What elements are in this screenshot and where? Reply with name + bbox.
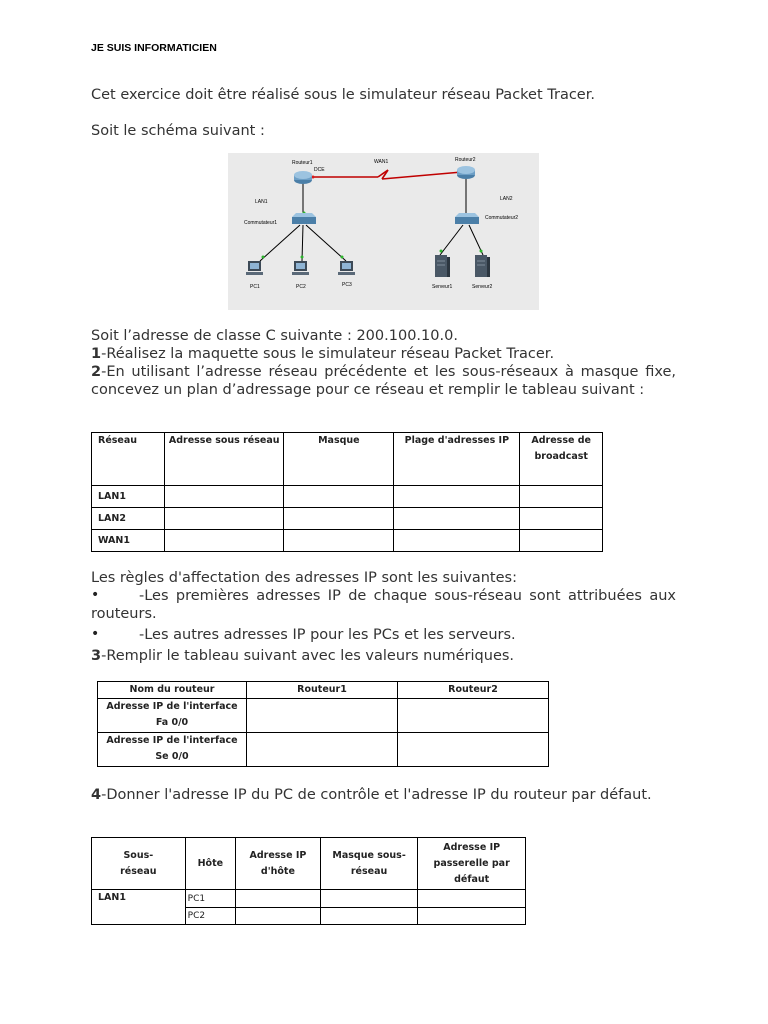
host-cell: PC1 [185, 890, 235, 908]
question-2-text: -En utilisant l’adresse réseau précédente et les sous-réseaux à masque fixe, concevez un plan d’adressage pour ce réseau et remplir le tableau suivant : [91, 364, 676, 398]
switch2-label: Commutateur2 [485, 215, 519, 221]
router2-label: Routeur2 [455, 157, 476, 163]
wan-label: WAN1 [374, 159, 389, 165]
lan2-label: LAN2 [500, 196, 513, 202]
cell-empty[interactable] [520, 508, 603, 530]
th-routeur2: Routeur2 [398, 682, 549, 699]
rule-1: -Les premières adresses IP de chaque sous-réseau sont attribuées aux routeurs. [91, 588, 676, 622]
addressing-table [91, 432, 603, 552]
cell-empty[interactable] [320, 908, 418, 925]
cell-empty[interactable] [398, 699, 549, 733]
table-row [98, 699, 549, 733]
cell-empty[interactable] [164, 508, 284, 530]
cell-empty[interactable] [164, 530, 284, 552]
th-nom-routeur: Nom du routeur [98, 682, 247, 699]
cell-empty[interactable] [394, 486, 520, 508]
cell-empty[interactable] [284, 530, 394, 552]
pc2-icon [292, 261, 309, 275]
question-4-text: -Donner l'adresse IP du PC de contrôle et l'adresse IP du routeur par défaut. [101, 787, 652, 803]
th-masque: Masque [284, 433, 394, 486]
question-4 [91, 786, 676, 804]
server1-label: Serveur1 [432, 284, 453, 290]
page-header: JE SUIS INFORMATICIEN [91, 42, 217, 54]
question-1-text: -Réalisez la maquette sous le simulateur réseau Packet Tracer. [101, 346, 555, 362]
pc2-label: PC2 [296, 284, 306, 290]
table-row [98, 733, 549, 767]
question-2 [91, 363, 676, 399]
question-3-text: -Remplir le tableau suivant avec les valeurs numériques. [101, 648, 515, 664]
row-label: LAN2 [92, 508, 165, 530]
router2-icon [457, 166, 475, 179]
th-adresse-ip-hote: Adresse IP d'hôte [236, 838, 321, 890]
router1-label: Routeur1 [292, 160, 313, 166]
question-3 [91, 647, 514, 665]
table-row [92, 486, 603, 508]
dce-label: DCE [314, 167, 325, 173]
switch1-label: Commutateur1 [244, 220, 278, 226]
cell-empty[interactable] [164, 486, 284, 508]
network-diagram [228, 153, 539, 310]
pc3-label: PC3 [342, 282, 352, 288]
pc3-icon [338, 261, 355, 275]
pc1-icon [246, 261, 263, 275]
row-label: WAN1 [92, 530, 165, 552]
cell-empty[interactable] [247, 699, 398, 733]
th-adresse-sous-reseau: Adresse sous réseau [164, 433, 284, 486]
th-sous-reseau: Sous-réseau [92, 838, 186, 890]
rules-intro: Les règles d'affectation des adresses IP sont les suivantes: [91, 570, 517, 586]
schema-intro: Soit le schéma suivant : [91, 123, 265, 139]
cell-empty[interactable] [247, 733, 398, 767]
cell-empty[interactable] [236, 890, 321, 908]
cell-empty[interactable] [284, 508, 394, 530]
host-table [91, 837, 526, 925]
question-2-number: 2 [91, 364, 102, 380]
bullet-icon: • [91, 587, 100, 603]
th-broadcast: Adresse de broadcast [520, 433, 603, 486]
cell-empty[interactable] [520, 486, 603, 508]
table-row [92, 508, 603, 530]
cell-empty[interactable] [418, 890, 526, 908]
question-1-number: 1 [91, 346, 102, 362]
th-routeur1: Routeur1 [247, 682, 398, 699]
lan1-label: LAN1 [255, 199, 268, 205]
question-4-number: 4 [91, 787, 102, 803]
router1-icon [294, 171, 312, 184]
row-label: Adresse IP de l'interface Fa 0/0 [98, 699, 247, 733]
th-reseau: Réseau [92, 433, 165, 486]
cell-empty[interactable] [320, 890, 418, 908]
switch1-icon [292, 213, 316, 224]
th-masque-sous-reseau: Masque sous-réseau [320, 838, 418, 890]
table-row [92, 890, 526, 908]
rule-2: -Les autres adresses IP pour les PCs et les serveurs. [139, 627, 516, 643]
pc1-label: PC1 [250, 284, 260, 290]
row-label: LAN1 [92, 890, 186, 925]
host-cell: PC2 [185, 908, 235, 925]
bullet-icon: • [91, 626, 100, 642]
address-line: Soit l’adresse de classe C suivante : 200.100.10.0. [91, 328, 458, 344]
table-row [92, 530, 603, 552]
server2-label: Serveur2 [472, 284, 493, 290]
cell-empty[interactable] [394, 508, 520, 530]
question-3-number: 3 [91, 648, 102, 664]
cell-empty[interactable] [394, 530, 520, 552]
row-label: LAN1 [92, 486, 165, 508]
intro-text: Cet exercice doit être réalisé sous le simulateur réseau Packet Tracer. [91, 87, 595, 103]
th-passerelle: Adresse IP passerelle par défaut [418, 838, 526, 890]
cell-empty[interactable] [520, 530, 603, 552]
cell-empty[interactable] [418, 908, 526, 925]
th-plage: Plage d'adresses IP [394, 433, 520, 486]
server2-icon [475, 255, 490, 277]
cell-empty[interactable] [236, 908, 321, 925]
server1-icon [435, 255, 450, 277]
cell-empty[interactable] [398, 733, 549, 767]
row-label: Adresse IP de l'interface Se 0/0 [98, 733, 247, 767]
switch2-icon [455, 213, 479, 224]
cell-empty[interactable] [284, 486, 394, 508]
router-table [97, 681, 549, 767]
th-hote: Hôte [185, 838, 235, 890]
question-1 [91, 345, 554, 363]
